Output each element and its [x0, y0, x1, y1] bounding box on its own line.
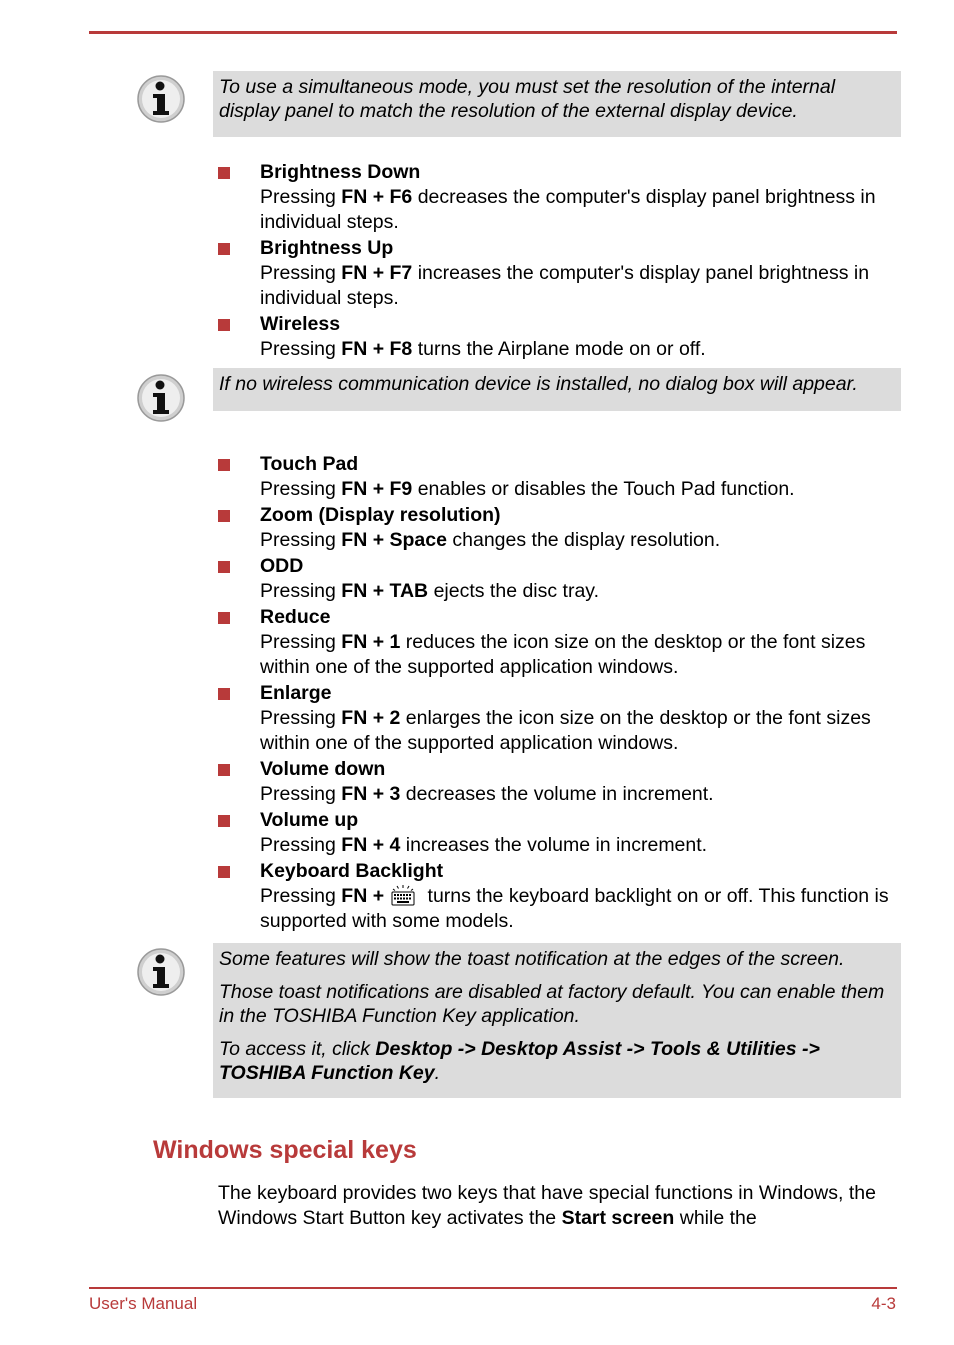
- item-title: Touch Pad: [260, 453, 359, 475]
- list-item: [217, 605, 907, 680]
- list-item: [217, 554, 907, 604]
- item-description: Pressing FN + F6 decreases the computer's display panel brightness in individual steps.: [260, 186, 876, 233]
- footer-manual-title: User's Manual: [89, 1294, 198, 1313]
- item-title: Reduce: [260, 606, 331, 628]
- body-paragraph: The keyboard provides two keys that have special functions in Windows, the Windows Start Button key activates the Start screen while the: [218, 1182, 876, 1229]
- item-title: Zoom (Display resolution): [260, 504, 501, 526]
- section-heading: Windows special keys: [153, 1136, 417, 1164]
- footer-rule: [89, 1287, 897, 1289]
- note-box: [213, 71, 901, 137]
- info-icon: [136, 947, 186, 997]
- key-combination: FN + 1: [341, 631, 401, 653]
- key-combination: FN + F8: [341, 338, 413, 360]
- item-title: Brightness Down: [260, 161, 421, 183]
- key-combination: FN + 4: [341, 834, 401, 856]
- item-title: Wireless: [260, 313, 341, 335]
- list-item: [217, 859, 907, 934]
- key-combination: FN + F7: [341, 262, 413, 284]
- item-description: Pressing FN + 4 increases the volume in increment.: [260, 834, 708, 856]
- header-rule: [89, 31, 897, 34]
- item-title: Volume up: [260, 809, 359, 831]
- key-combination: FN + TAB: [341, 580, 429, 602]
- item-description: Pressing FN + turns the keyboard backlight on or off. This function is supported with some models.: [260, 885, 889, 932]
- item-title: Keyboard Backlight: [260, 860, 444, 882]
- note-text: To use a simultaneous mode, you must set the resolution of the internal display panel to match the resolution of the external display device.: [219, 76, 836, 122]
- note-box: [213, 368, 901, 411]
- bullet-icon: [218, 167, 230, 179]
- list-item: [217, 681, 907, 756]
- item-title: ODD: [260, 555, 304, 577]
- list-item: [217, 808, 907, 858]
- info-icon: [136, 74, 186, 124]
- key-combination: FN + 3: [341, 783, 401, 805]
- list-item: [217, 312, 907, 362]
- note-text: Those toast notifications are disabled at factory default. You can enable them in the TOSHIBA Function Key application.: [219, 981, 885, 1027]
- item-description: Pressing FN + Space changes the display resolution.: [260, 529, 721, 551]
- item-description: Pressing FN + 1 reduces the icon size on the desktop or the font sizes within one of the supported application windows.: [260, 631, 866, 678]
- note-box: [213, 943, 901, 1098]
- bullet-icon: [218, 243, 230, 255]
- key-combination: FN + F9: [341, 478, 413, 500]
- bullet-icon: [218, 612, 230, 624]
- keyboard-backlight-icon: [390, 884, 416, 906]
- item-title: Volume down: [260, 758, 386, 780]
- note-text: Some features will show the toast notification at the edges of the screen.: [219, 948, 845, 970]
- bullet-icon: [218, 815, 230, 827]
- list-item: [217, 236, 907, 311]
- key-combination: FN + F6: [341, 186, 413, 208]
- item-title: Brightness Up: [260, 237, 394, 259]
- bullet-icon: [218, 688, 230, 700]
- bullet-icon: [218, 510, 230, 522]
- item-title: Enlarge: [260, 682, 332, 704]
- info-icon: [136, 373, 186, 423]
- key-combination: FN + Space: [341, 529, 447, 551]
- item-description: Pressing FN + F9 enables or disables the Touch Pad function.: [260, 478, 795, 500]
- page-number: 4-3: [871, 1294, 896, 1313]
- list-item: [217, 452, 907, 502]
- item-description: Pressing FN + TAB ejects the disc tray.: [260, 580, 600, 602]
- list-item: [217, 503, 907, 553]
- key-combination: FN + 2: [341, 707, 401, 729]
- bullet-icon: [218, 561, 230, 573]
- item-description: Pressing FN + F7 increases the computer's display panel brightness in individual steps.: [260, 262, 870, 309]
- bullet-icon: [218, 764, 230, 776]
- item-description: Pressing FN + 2 enlarges the icon size on the desktop or the font sizes within one of the supported application windows.: [260, 707, 871, 754]
- bullet-icon: [218, 319, 230, 331]
- bullet-icon: [218, 459, 230, 471]
- menu-path: Desktop -> Desktop Assist -> Tools & Utilities -> TOSHIBA Function Key: [219, 1038, 820, 1084]
- function-key-list: [217, 160, 907, 362]
- note-text: To access it, click Desktop -> Desktop Assist -> Tools & Utilities -> TOSHIBA Function Key.: [219, 1038, 820, 1084]
- list-item: [217, 757, 907, 807]
- bullet-icon: [218, 866, 230, 878]
- note-text: If no wireless communication device is installed, no dialog box will appear.: [219, 373, 858, 395]
- list-item: [217, 160, 907, 235]
- item-description: Pressing FN + F8 turns the Airplane mode on or off.: [260, 338, 706, 360]
- key-combination: FN +: [341, 885, 385, 907]
- item-description: Pressing FN + 3 decreases the volume in increment.: [260, 783, 714, 805]
- function-key-list: [217, 452, 907, 934]
